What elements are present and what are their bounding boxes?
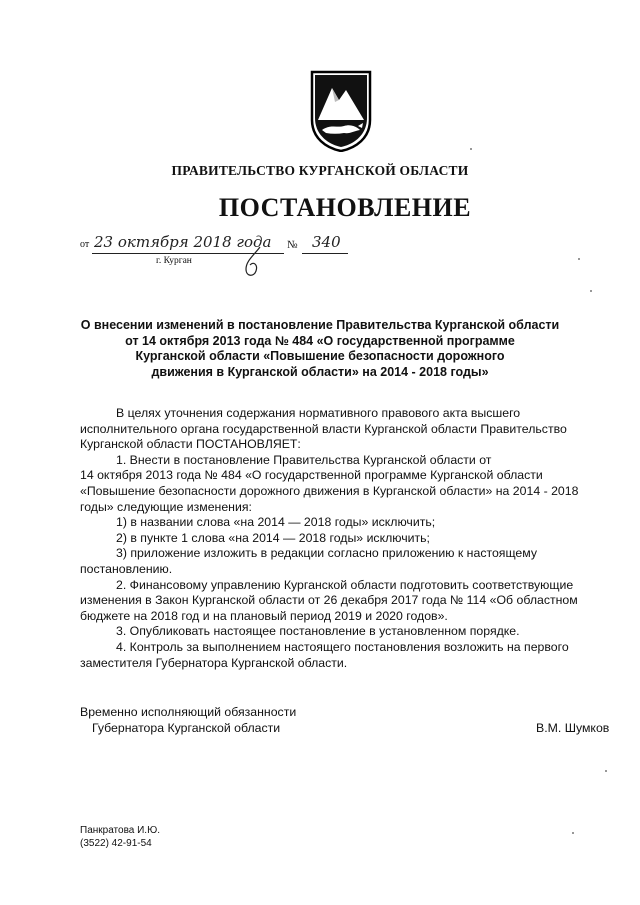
- coat-of-arms-emblem: [306, 68, 376, 152]
- scan-speck: [578, 258, 580, 260]
- body-line: Курганской области ПОСТАНОВЛЯЕТ:: [80, 437, 301, 452]
- body-line: 14 октября 2013 года № 484 «О государственной программе Курганской области: [80, 468, 543, 483]
- body-line: 1) в названии слова «на 2014 — 2018 годы» исключить;: [116, 515, 436, 530]
- signatory-position-line: Временно исполняющий обязанности: [80, 705, 297, 719]
- document-title: [60, 318, 580, 380]
- scan-speck: [590, 290, 592, 292]
- body-line: заместителя Губернатора Курганской области.: [80, 655, 348, 670]
- signatory-name: В.М. Шумков: [536, 721, 610, 735]
- title-line: от 14 октября 2013 года № 484 «О государственной программе: [125, 333, 515, 348]
- date-from-label: от: [80, 239, 90, 250]
- body-line: 2. Финансовому управлению Курганской области подготовить соответствующие: [116, 577, 574, 592]
- body-line: 1. Внести в постановление Правительства Курганской области от: [116, 452, 492, 467]
- scan-speck: [470, 148, 472, 150]
- scan-speck: [572, 832, 574, 834]
- body-line: исполнительного органа государственной власти Курганской области Правительство: [80, 421, 567, 436]
- number-underline: [302, 253, 348, 254]
- body-line: постановлению.: [80, 561, 173, 576]
- executor-phone: (3522) 42-91-54: [80, 838, 152, 849]
- number-label: №: [287, 239, 298, 251]
- body-line: 2) в пункте 1 слова «на 2014 — 2018 годы» исключить;: [116, 530, 430, 545]
- scan-speck: [605, 770, 607, 772]
- title-line: О внесении изменений в постановление Правительства Курганской области: [80, 318, 560, 332]
- body-line: 4. Контроль за выполнением настоящего постановления возложить на первого: [116, 639, 569, 654]
- document-body: [80, 406, 612, 671]
- body-line: изменения в Закон Курганской области от 26 декабря 2017 года № 114 «Об областном: [80, 593, 578, 608]
- city-label: г. Курган: [156, 256, 192, 266]
- body-line: бюджете на 2018 год и на плановый период 2019 и 2020 годов».: [80, 608, 448, 623]
- executor-name: Панкратова И.Ю.: [80, 825, 160, 836]
- body-line: В целях уточнения содержания нормативного правового акта высшего: [116, 406, 521, 420]
- document-type-title: ПОСТАНОВЛЕНИЕ: [218, 193, 472, 222]
- handwritten-date: 23 октября 2018 года: [94, 233, 272, 251]
- government-name: ПРАВИТЕЛЬСТВО КУРГАНСКОЙ ОБЛАСТИ: [171, 163, 469, 178]
- title-line: движения в Курганской области» на 2014 - 2018 годы»: [151, 364, 489, 379]
- signatory-position: [80, 705, 296, 737]
- body-line: годы» следующие изменения:: [80, 499, 252, 514]
- body-line: «Повышение безопасности дорожного движения в Курганской области» на 2014 - 2018: [80, 483, 579, 498]
- body-line: 3) приложение изложить в редакции согласно приложению к настоящему: [116, 546, 538, 561]
- handwritten-mark-icon: [240, 245, 266, 279]
- executor-contacts: [80, 824, 160, 850]
- dateline: [80, 233, 380, 277]
- body-line: 3. Опубликовать настоящее постановление в установленном порядке.: [116, 624, 520, 639]
- handwritten-number: 340: [312, 233, 341, 251]
- title-line: Курганской области «Повышение безопасности дорожного: [135, 349, 505, 363]
- signatory-position-line: Губернатора Курганской области: [92, 720, 281, 735]
